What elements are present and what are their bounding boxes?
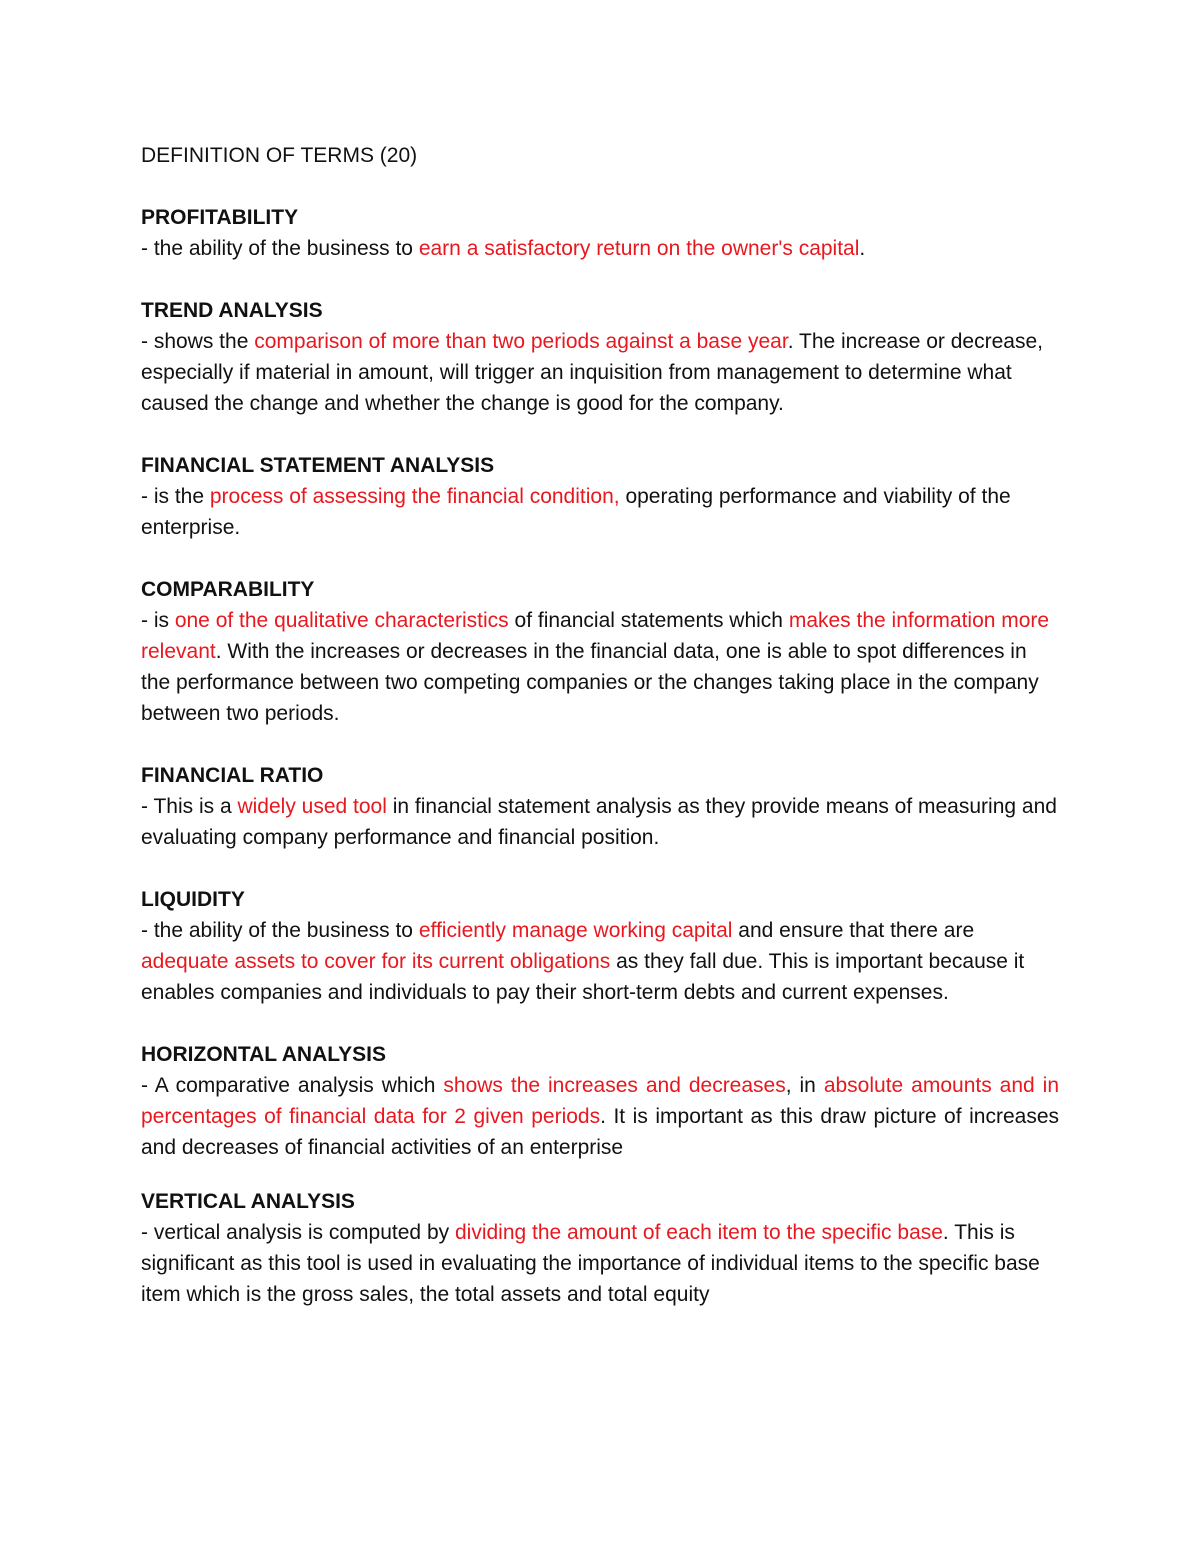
definition-text: operating performance and viability of the enterprise. xyxy=(141,485,1011,539)
highlighted-phrase: comparison of more than two periods against a base year xyxy=(254,330,788,353)
highlighted-phrase: absolute amounts and in percentages of financial data for 2 given periods xyxy=(141,1074,1060,1128)
term-heading: FINANCIAL RATIO xyxy=(141,764,324,787)
term-block xyxy=(141,295,1059,419)
definition-text: . This is significant as this tool is used in evaluating the importance of individual items to the specific base item which is the gross sales, the total assets and total equity xyxy=(141,1221,1040,1306)
highlighted-phrase: earn a satisfactory return on the owner's capital xyxy=(418,237,860,260)
definition-text: , in xyxy=(785,1074,824,1097)
term-heading: HORIZONTAL ANALYSIS xyxy=(141,1043,387,1066)
highlighted-phrase: widely used tool xyxy=(237,795,387,818)
definition-text: - shows the xyxy=(141,330,255,353)
term-heading: LIQUIDITY xyxy=(141,888,245,911)
highlighted-phrase: shows the increases and decreases xyxy=(443,1074,786,1097)
highlighted-phrase: one of the qualitative characteristics xyxy=(174,609,509,632)
term-definition xyxy=(141,605,1059,729)
term-block xyxy=(141,202,1059,264)
definition-text: and ensure that there are xyxy=(732,919,975,942)
highlighted-phrase: dividing the amount of each item to the specific base xyxy=(454,1221,943,1244)
definition-text: - This is a xyxy=(141,795,238,818)
term-definition xyxy=(141,915,1059,1008)
term-definition xyxy=(141,1217,1059,1310)
definition-text: - vertical analysis is computed by xyxy=(141,1221,455,1244)
definition-text: - is xyxy=(141,609,175,632)
highlighted-phrase: efficiently manage working capital xyxy=(418,919,733,942)
term-definition xyxy=(141,791,1059,853)
definition-text: as they fall due. This is important because it enables companies and individuals to pay their short-term debts and current expenses. xyxy=(141,950,1025,1004)
term-block xyxy=(141,574,1059,729)
term-definition xyxy=(141,326,1059,419)
definition-text: . xyxy=(859,237,866,260)
term-block xyxy=(141,1186,1059,1310)
definition-text: - the ability of the business to xyxy=(141,237,419,260)
definition-text: . It is important as this draw picture of increases and decreases of financial activities of an enterprise xyxy=(141,1105,1059,1159)
definition-text: of financial statements which xyxy=(508,609,789,632)
document-title: DEFINITION OF TERMS (20) xyxy=(141,144,418,167)
term-definition xyxy=(141,1070,1059,1163)
highlighted-phrase: makes the information more relevant xyxy=(141,609,1050,663)
highlighted-phrase: process of assessing the financial condition, xyxy=(209,485,620,508)
term-block xyxy=(141,450,1059,543)
term-block xyxy=(141,884,1059,1008)
term-heading: FINANCIAL STATEMENT ANALYSIS xyxy=(141,454,495,477)
terms-list xyxy=(141,202,1059,1310)
term-block xyxy=(141,1039,1059,1163)
term-heading: VERTICAL ANALYSIS xyxy=(141,1190,355,1213)
definition-text: - A comparative analysis which xyxy=(141,1074,444,1097)
term-heading: COMPARABILITY xyxy=(141,578,315,601)
term-block xyxy=(141,760,1059,853)
definition-text: - the ability of the business to xyxy=(141,919,419,942)
definition-text: - is the xyxy=(141,485,210,508)
definition-text: . The increase or decrease, especially if material in amount, will trigger an inquisition from management to determine what caused the change and whether the change is good for the company. xyxy=(141,330,1043,415)
term-definition xyxy=(141,233,1059,264)
definition-text: . With the increases or decreases in the financial data, one is able to spot differences in the performance between two competing companies or the changes taking place in the company between two periods. xyxy=(141,640,1039,725)
highlighted-phrase: adequate assets to cover for its current obligations xyxy=(141,950,611,973)
term-heading: TREND ANALYSIS xyxy=(141,299,323,322)
term-definition xyxy=(141,481,1059,543)
term-heading: PROFITABILITY xyxy=(141,206,299,229)
definition-text: in financial statement analysis as they provide means of measuring and evaluating company performance and financial position. xyxy=(141,795,1057,849)
